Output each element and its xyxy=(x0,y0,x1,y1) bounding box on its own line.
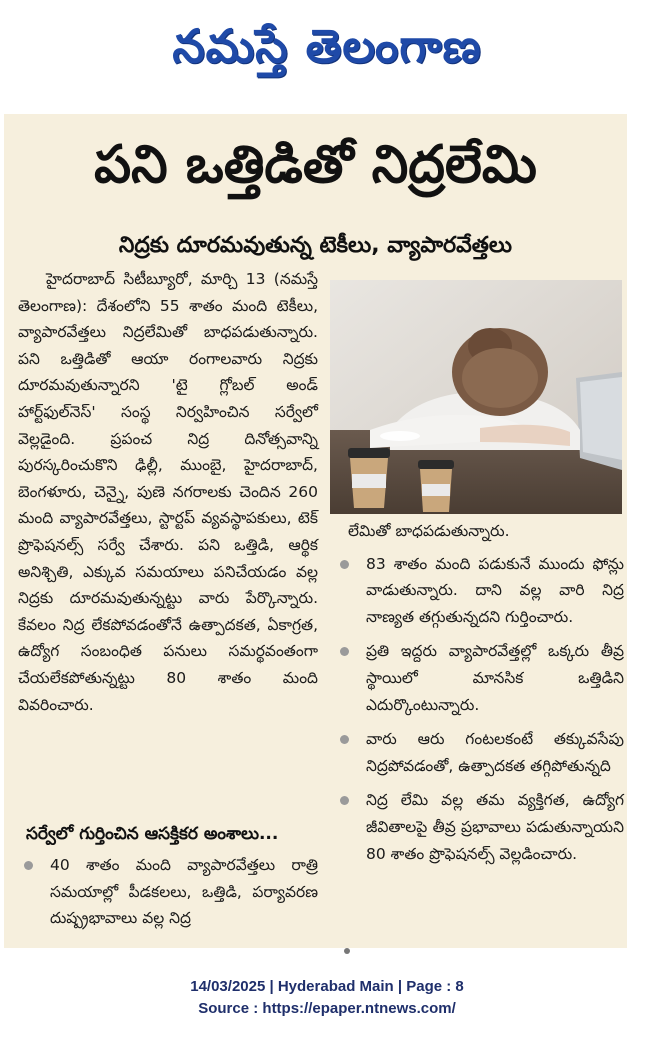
finding-item xyxy=(18,852,318,932)
finding-item xyxy=(334,638,624,718)
finding-text: ప్రతి ఇద్దరు వ్యాపారవేత్తల్లో ఒక్కరు తీవ్ర స్థాయిలో మానసిక ఒత్తిడిని ఎదుర్కొంటున్నారు. xyxy=(366,642,624,714)
page-mark-dot xyxy=(344,948,350,954)
finding-text: 40 శాతం మంది వ్యాపారవేత్తలు రాత్రి సమయాల్లో పీడకలలు, ఒత్తిడి, పర్యావరణ దుష్ప్రభావాలు వల్ల నిద్ర xyxy=(50,856,318,928)
finding-text: 83 శాతం మంది పడుకునే ముందు ఫోన్లు వాడుతున్నారు. దాని వల్ల వారి నిద్ర నాణ్యత తగ్గుతున్నదని గుర్తించారు. xyxy=(366,554,624,626)
article-subheadline: నిద్రకు దూరమవుతున్న టెకీలు, వ్యాపారవేత్తలు xyxy=(118,233,513,258)
article-body-column xyxy=(18,266,318,718)
finding-text: నిద్ర లేమి వల్ల తమ వ్యక్తిగత, ఉద్యోగ జీవితాలపై తీవ్ర ప్రభావాలు పడుతున్నాయని 80 శాతం ప్రొఫెషనల్స్ వెల్లడించారు. xyxy=(366,791,624,863)
finding-item xyxy=(334,787,624,867)
findings-list-left xyxy=(18,852,318,940)
bullet-dot-icon xyxy=(340,560,349,569)
bullet-dot-icon xyxy=(340,735,349,744)
bullet-dot-icon xyxy=(340,796,349,805)
article-body-text: హైదరాబాద్ సిటీబ్యూరో, మార్చి 13 (నమస్తే తెలంగాణ): దేశంలోని 55 శాతం మంది టెకీలు, వ్యాపారవేత్తలు నిద్రలేమితో బాధపడుతున్నారు. పని ఒత్తిడితో ఆయా రంగాలవారు నిద్రకు దూరమవుతున్నారని 'టై గ్లోబల్ అండ్ హార్ట్‌ఫుల్‌నెస్' సంస్థ నిర్వహించిన సర్వేలో వెల్లడైంది. ప్రపంచ నిద్ర దినోత్సవాన్ని పురస్కరించుకొని ఢిల్లీ, ముంబై, హైదరాబాద్, బెంగళూరు, చెన్నై, పుణె నగరాలకు చెందిన 260 మంది వ్యాపారవేత్తలు, స్టార్టప్ వ్యవస్థాపకులు, టెక్ ప్రొఫెషనల్స్ సర్వే చేశారు. పని ఒత్తిడి, ఆర్థిక అనిశ్చితి, ఎక్కువ సమయాలు పనిచేయడం వల్ల నిద్రకు దూరమవుతున్నట్టు వారు పేర్కొన్నారు. కేవలం నిద్ర లేకపోవడంతోనే ఉత్పాదకత, ఏకాగ్రత, ఉద్యోగ సంబంధిత పనులు సమర్థవంతంగా చేయలేకపోతున్నట్టు 80 శాతం మంది వివరించారు. xyxy=(18,270,318,714)
finding-text-continued: లేమితో బాధపడుతున్నారు. xyxy=(348,522,510,540)
source-link[interactable]: Source : https://epaper.ntnews.com/ xyxy=(198,1000,456,1017)
finding-item xyxy=(334,551,624,631)
newspaper-masthead: నమస్తే తెలంగాణ xyxy=(172,19,482,73)
news-clipping xyxy=(4,114,627,948)
clipping-footer xyxy=(0,976,654,1020)
article-photo xyxy=(330,280,622,514)
bullet-dot-icon xyxy=(24,861,33,870)
findings-list-right xyxy=(334,518,624,875)
sleeping-woman-at-desk-photo xyxy=(330,280,622,514)
bullet-dot-icon xyxy=(340,647,349,656)
survey-findings-heading: సర్వేలో గుర్తించిన ఆసక్తికర అంశాలు... xyxy=(26,824,279,844)
finding-text: వారు ఆరు గంటలకంటే తక్కువసేపు నిద్రపోవడంతో, ఉత్పాదకత తగ్గిపోతున్నది xyxy=(366,730,624,775)
edition-info: 14/03/2025 | Hyderabad Main | Page : 8 xyxy=(190,978,464,995)
finding-item xyxy=(334,726,624,779)
article-headline: పని ఒత్తిడితో నిద్రలేమి xyxy=(94,135,537,195)
